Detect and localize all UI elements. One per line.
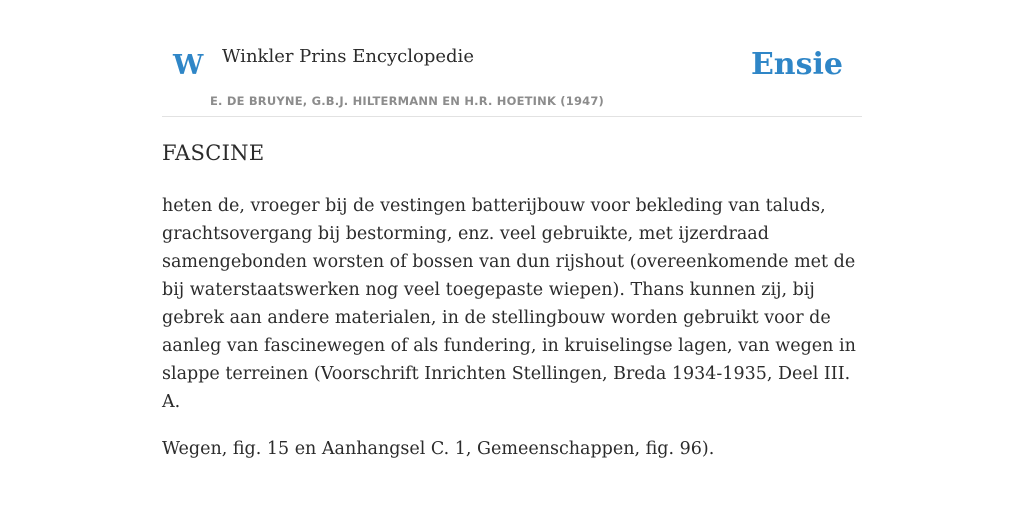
entry-body (162, 192, 862, 463)
entry-paragraph: Wegen, fig. 15 en Aanhangsel C. 1, Gemeenschappen, fig. 96). (162, 439, 715, 459)
source-header (162, 0, 862, 117)
source-authors: E. DE BRUYNE, G.B.J. HILTERMANN EN H.R. HOETINK (1947) (210, 94, 605, 108)
entry-title: FASCINE (162, 141, 265, 165)
winkler-prins-logo[interactable]: W (173, 50, 204, 81)
source-title[interactable]: Winkler Prins Encyclopedie (222, 46, 474, 67)
page (162, 0, 862, 459)
ensie-logo[interactable]: Ensie (750, 47, 843, 82)
entry-paragraph: heten de, vroeger bij de vestingen batterijbouw voor bekleding van taluds, grachtsovergang bij bestorming, enz. veel gebruikte, met ijzerdraad samengebonden worsten of bossen van dun rijshout (overeenkomende met de bij waterstaatswerken nog veel toegepaste wiepen). Thans kunnen zij, bij gebrek aan andere materialen, in de stellingbouw worden gebruikt voor de aanleg van fascinewegen of als fundering, in kruiselingse lagen, van wegen in slappe terreinen (Voorschrift Inrichten Stellingen, Breda 1934-1935, Deel III. A. (162, 196, 856, 412)
